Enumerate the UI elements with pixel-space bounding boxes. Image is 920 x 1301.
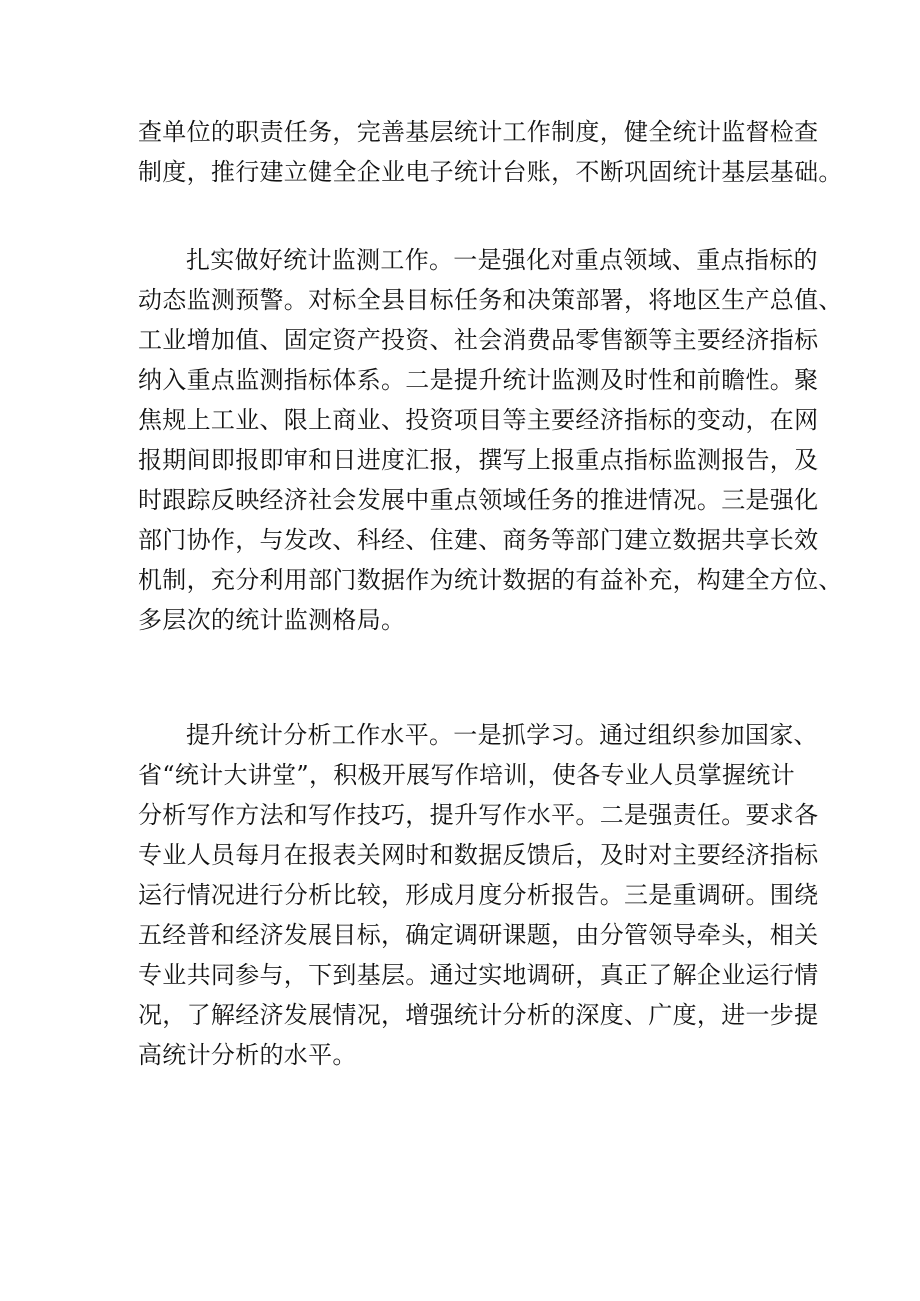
paragraph-line: 报期间即报即审和日进度汇报，撰写上报重点指标监测报告，及 (138, 446, 819, 474)
paragraph-line: 专业共同参与，下到基层。通过实地调研，真正了解企业运行情 (138, 961, 819, 989)
paragraph-line: 高统计分析的水平。 (138, 1041, 357, 1069)
paragraph-line: 制度，推行建立健全企业电子统计台账，不断巩固统计基层基础。 (138, 158, 843, 186)
paragraph-line: 纳入重点监测指标体系。二是提升统计监测及时性和前瞻性。聚 (138, 366, 819, 394)
paragraph-monitoring-work (138, 240, 843, 640)
paragraph-line: 工业增加值、固定资产投资、社会消费品零售额等主要经济指标 (138, 326, 819, 354)
paragraph-line: 省“统计大讲堂”，积极开展写作培训，使各专业人员掌握统计 (138, 761, 795, 789)
paragraph-line: 多层次的统计监测格局。 (138, 606, 406, 634)
paragraph-line: 运行情况进行分析比较，形成月度分析报告。三是重调研。围绕 (138, 881, 819, 909)
paragraph-line: 部门协作，与发改、科经、住建、商务等部门建立数据共享长效 (138, 526, 819, 554)
paragraph-line: 专业人员每月在报表关网时和数据反馈后，及时对主要经济指标 (138, 841, 819, 869)
paragraph-line: 查单位的职责任务，完善基层统计工作制度，健全统计监督检查 (138, 118, 819, 146)
paragraph-line: 分析写作方法和写作技巧，提升写作水平。二是强责任。要求各 (138, 801, 819, 829)
paragraph-line: 时跟踪反映经济社会发展中重点领域任务的推进情况。三是强化 (138, 486, 819, 514)
paragraph-line: 扎实做好统计监测工作。一是强化对重点领域、重点指标的 (186, 246, 818, 274)
paragraph-line: 动态监测预警。对标全县目标任务和决策部署，将地区生产总值、 (138, 286, 843, 314)
paragraph-line: 焦规上工业、限上商业、投资项目等主要经济指标的变动，在网 (138, 406, 819, 434)
paragraph-analysis-work (138, 715, 819, 1075)
paragraph-basic-work (138, 112, 843, 192)
paragraph-line: 况，了解经济发展情况，增强统计分析的深度、广度，进一步提 (138, 1001, 819, 1029)
paragraph-line: 提升统计分析工作水平。一是抓学习。通过组织参加国家、 (186, 721, 818, 749)
paragraph-line: 机制，充分利用部门数据作为统计数据的有益补充，构建全方位、 (138, 566, 843, 594)
paragraph-line: 五经普和经济发展目标，确定调研课题，由分管领导牵头，相关 (138, 921, 819, 949)
